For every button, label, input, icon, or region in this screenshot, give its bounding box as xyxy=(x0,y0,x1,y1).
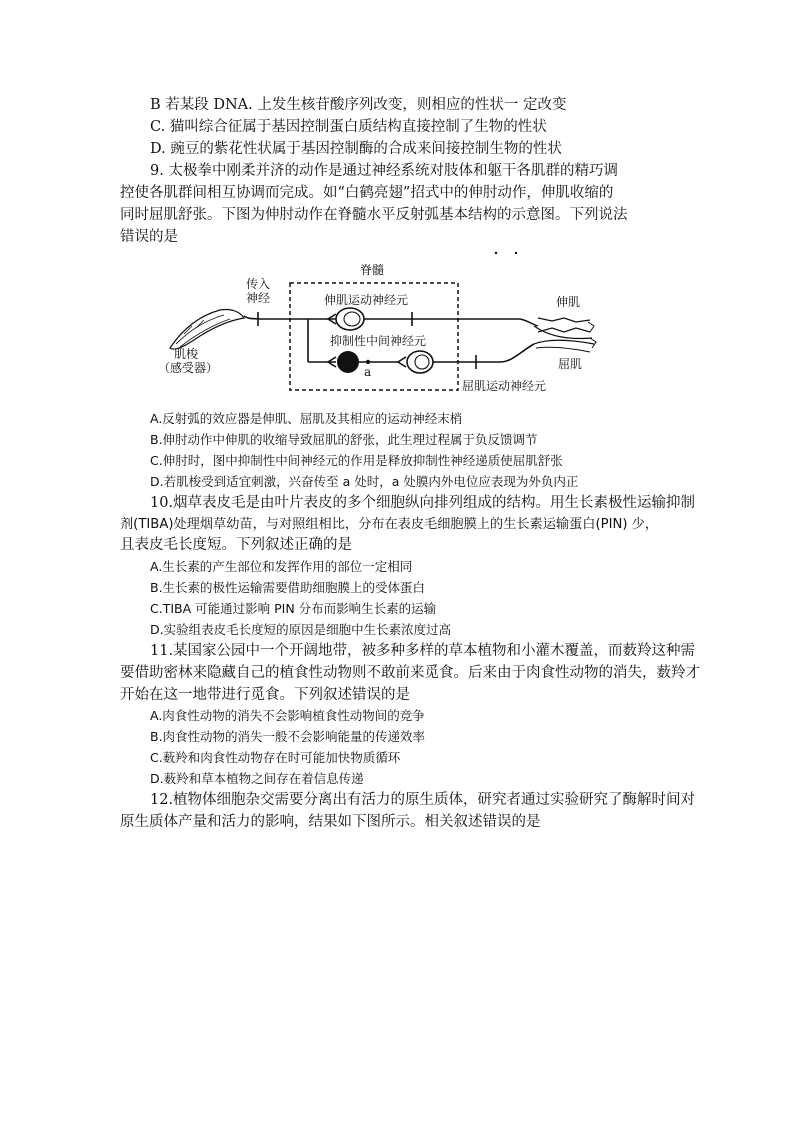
q10-option-c: C.TIBA 可能通过影响 PIN 分布而影响生长素的运输 xyxy=(150,601,437,616)
extensor-neuron-label: 伸肌运动神经元 xyxy=(324,293,409,307)
spinal-cord-label: 脊髓 xyxy=(360,263,385,277)
q9-stem-line-4: 错误的是 xyxy=(120,229,178,245)
muscle-spindle-label: 肌梭 xyxy=(174,347,199,361)
q11-stem-line-1: 11.某国家公园中一个开阔地带，被多种多样的草本植物和小灌木覆盖，而薮羚这种需 xyxy=(150,643,696,659)
q9-stem-line-2: 控使各肌群间相互协调而完成。如“白鹤亮翅”招式中的伸肘动作，伸肌收缩的 xyxy=(120,185,614,201)
q8-option-c: C. 猫叫综合征属于基因控制蛋白质结构直接控制了生物的性状 xyxy=(150,119,547,135)
q8-option-d: D. 豌豆的紫花性状属于基因控制酶的合成来间接控制生物的性状 xyxy=(150,141,562,157)
q10-stem-line-2: 剂(TIBA)处理烟草幼苗，与对照组相比，分布在表皮毛细胞膜上的生长素运输蛋白(PIN) 少， xyxy=(120,517,659,532)
flexor-muscle-shape xyxy=(534,340,594,344)
flexor-label: 屈肌 xyxy=(558,357,583,371)
q11-stem-line-3: 开始在这一地带进行觅食。下列叙述错误的是 xyxy=(120,687,410,703)
inhibitory-neuron-soma xyxy=(337,351,359,373)
flexor-neuron-label: 屈肌运动神经元 xyxy=(462,379,547,393)
extensor-label: 伸肌 xyxy=(556,295,581,309)
q10-option-b: B.生长素的极性运输需要借助细胞膜上的受体蛋白 xyxy=(150,580,426,595)
q9-option-c: C.伸肘时，图中抑制性中间神经元的作用是释放抑制性神经递质使屈肌舒张 xyxy=(150,453,563,468)
q11-option-c: C.薮羚和肉食性动物存在时可能加快物质循环 xyxy=(150,750,401,765)
q12-stem-line-2: 原生质体产量和活力的影响，结果如下图所示。相关叙述错误的是 xyxy=(120,814,541,830)
q10-option-a: A.生长素的产生部位和发挥作用的部位一定相同 xyxy=(150,559,413,574)
afferent-label-2: 神经 xyxy=(246,291,271,305)
point-a-marker xyxy=(366,360,370,364)
q9-stem-line-3: 同时屈肌舒张。下图为伸肘动作在脊髓水平反射弧基本结构的示意图。下列说法 xyxy=(120,207,628,223)
q9-option-d: D.若肌梭受到适宜刺激，兴奋传至 a 处时，a 处膜内外电位应表现为外负内正 xyxy=(150,474,579,489)
q9-stem-line-1: 9. 太极拳中刚柔并济的动作是通过神经系统对肢体和躯干各肌群的精巧调 xyxy=(150,163,618,179)
q10-stem-line-3: 且表皮毛长度短。下列叙述正确的是 xyxy=(120,537,352,553)
q11-stem-line-2: 要借助密林来隐藏自己的植食性动物则不敢前来觅食。后来由于肉食性动物的消失，薮羚才 xyxy=(120,665,700,681)
afferent-label-1: 传入 xyxy=(246,277,271,291)
reflex-arc-diagram xyxy=(140,248,600,400)
extensor-muscle-shape xyxy=(538,318,590,322)
q8-option-b: B 若某段 DNA. 上发生核苷酸序列改变，则相应的性状一 定改变 xyxy=(150,97,567,113)
q10-stem-line-1: 10.烟草表皮毛是由叶片表皮的多个细胞纵向排列组成的结构。用生长素极性运输抑制 xyxy=(150,495,696,511)
q9-option-a: A.反射弧的效应器是伸肌、屈肌及其相应的运动神经末梢 xyxy=(150,411,463,426)
point-a-label: a xyxy=(364,365,372,379)
q10-option-d: D.实验组表皮毛长度短的原因是细胞中生长素浓度过高 xyxy=(150,622,452,637)
receptor-label: （感受器） xyxy=(158,361,219,375)
q9-option-b: B.伸肘动作中伸肌的收缩导致屈肌的舒张，此生理过程属于负反馈调节 xyxy=(150,432,538,447)
q11-option-d: D.薮羚和草本植物之间存在着信息传递 xyxy=(150,771,364,786)
q12-stem-line-1: 12.植物体细胞杂交需要分离出有活力的原生质体，研究者通过实验研究了酶解时间对 xyxy=(150,792,696,808)
inhibitory-neuron-label: 抑制性中间神经元 xyxy=(330,334,427,348)
q11-option-a: A.肉食性动物的消失不会影响植食性动物间的竞争 xyxy=(150,708,425,723)
afferent-nerve xyxy=(244,316,308,319)
q11-option-b: B.肉食性动物的消失一般不会影响能量的传递效率 xyxy=(150,729,426,744)
